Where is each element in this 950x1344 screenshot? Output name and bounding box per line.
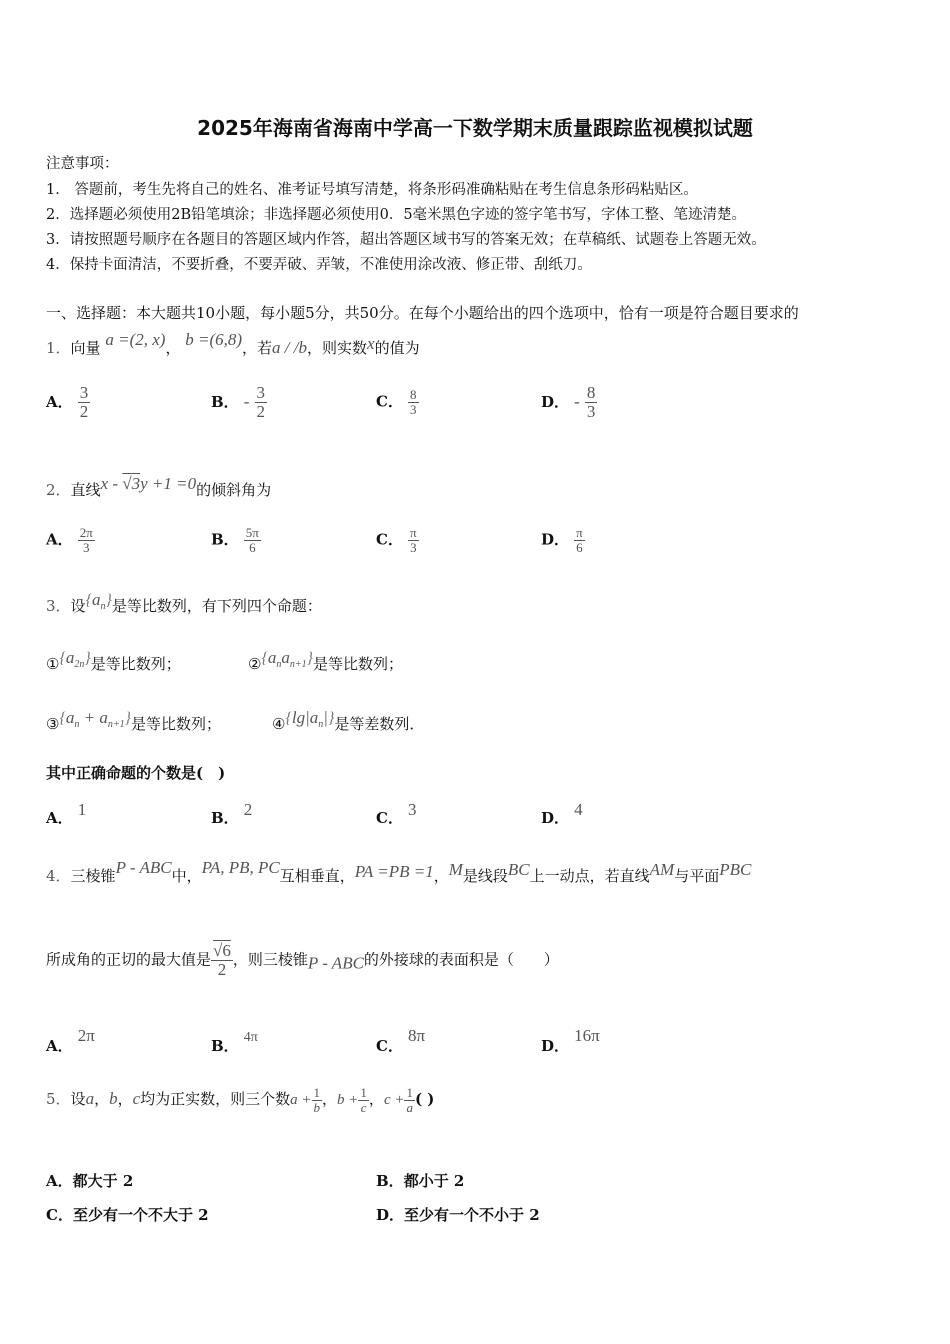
option-label: D． bbox=[541, 530, 570, 549]
math-expr: $\{a_n + a_{n+1}\}$ bbox=[59, 708, 131, 730]
minus-sign: - bbox=[243, 391, 250, 411]
option-b[interactable] bbox=[211, 1026, 258, 1056]
option-label: C． bbox=[46, 1206, 73, 1224]
math-expr: AM bbox=[649, 860, 675, 879]
math-expr: PBC bbox=[719, 860, 752, 879]
option-value: 2 bbox=[243, 800, 253, 819]
option-label: B． bbox=[211, 392, 239, 411]
question-number: 2． bbox=[46, 481, 71, 499]
fraction: $\frac{3}{2}$ bbox=[79, 383, 89, 421]
option-label: C． bbox=[376, 809, 403, 827]
option-c[interactable] bbox=[376, 800, 417, 828]
option-label: C． bbox=[376, 1037, 403, 1055]
notice-item: 4．保持卡面清洁，不要折叠，不要弄破、弄皱，不准使用涂改液、修正带、刮纸刀。 bbox=[46, 257, 592, 273]
option-label: D． bbox=[376, 1206, 405, 1224]
option-label: A． bbox=[46, 809, 73, 827]
notice-heading: 注意事项： bbox=[46, 156, 119, 172]
math-expr: a =(2, x) bbox=[105, 330, 166, 349]
option-d[interactable] bbox=[376, 1204, 540, 1225]
math-expr: PA =PB =1 bbox=[354, 862, 434, 881]
option-a[interactable] bbox=[46, 1026, 95, 1056]
proposition-3 bbox=[46, 708, 221, 734]
question-text: 与平面 bbox=[674, 867, 720, 885]
notice-item: 3．请按照题号顺序在各题目的答题区域内作答，超出答题区域书写的答案无效；在草稿纸、试题卷上答题无效。 bbox=[46, 232, 766, 248]
math-expr: c + bbox=[383, 1092, 405, 1109]
question-text: 上一动点，若直线 bbox=[529, 867, 650, 885]
fraction: $\frac{1}{a}$ bbox=[406, 1085, 413, 1115]
option-d[interactable] bbox=[541, 800, 583, 828]
option-d[interactable] bbox=[541, 1026, 600, 1056]
circled-number: ④ bbox=[272, 715, 286, 733]
option-label: D． bbox=[541, 1037, 570, 1055]
math-expr: $\{a_n\}$ bbox=[85, 590, 112, 612]
answer-paren: ( ) bbox=[414, 1090, 435, 1109]
proposition-text: 是等差数列． bbox=[334, 715, 425, 733]
question-text: 向量 bbox=[70, 339, 101, 357]
proposition-1 bbox=[46, 648, 181, 674]
proposition-text: 是等比数列； bbox=[131, 715, 222, 733]
option-d[interactable] bbox=[541, 526, 585, 554]
math-expr: PA, PB, PC bbox=[201, 858, 280, 877]
option-c[interactable] bbox=[46, 1204, 209, 1225]
math-expr: x bbox=[367, 334, 375, 353]
math-expr: $\{a_na_{n+1}\}$ bbox=[261, 648, 314, 670]
option-a[interactable] bbox=[46, 1170, 133, 1191]
option-value: 4 bbox=[574, 800, 583, 819]
fraction: $\frac{8}{3}$ bbox=[586, 383, 596, 421]
question-text: ， bbox=[165, 339, 181, 357]
fraction: $\frac{\pi}{6}$ bbox=[576, 525, 583, 555]
option-label: A． bbox=[46, 1172, 73, 1190]
fraction: $\frac{√6}{2}$ bbox=[213, 941, 231, 979]
option-label: C． bbox=[376, 392, 403, 411]
minus-sign: - bbox=[574, 391, 580, 411]
question-4 bbox=[46, 858, 751, 886]
math-expr: P - ABC bbox=[115, 858, 172, 877]
option-a[interactable] bbox=[46, 526, 95, 554]
question-text: ， bbox=[433, 867, 449, 885]
option-a[interactable] bbox=[46, 384, 90, 421]
question-text: 的外接球的表面积是（ ） bbox=[363, 950, 559, 969]
math-expr: M bbox=[448, 860, 463, 879]
proposition-text: 是等比数列； bbox=[313, 655, 404, 673]
option-c[interactable] bbox=[376, 1026, 425, 1056]
question-text: ，则实数 bbox=[307, 339, 368, 357]
option-value: 16π bbox=[574, 1026, 600, 1045]
math-expr: BC bbox=[507, 860, 530, 879]
option-value: 2π bbox=[77, 1026, 95, 1045]
question-2 bbox=[46, 474, 271, 500]
section-heading: 一、选择题：本大题共10小题，每小题5分，共50分。在每个小题给出的四个选项中，恰有一项是符合题目要求的 bbox=[46, 304, 799, 322]
question-text: 所成角的正切的最大值是 bbox=[46, 950, 212, 969]
question-text: ，则三棱锥 bbox=[232, 950, 308, 969]
question-number: 5． bbox=[46, 1090, 71, 1109]
circled-number: ② bbox=[248, 655, 262, 673]
question-number: 3． bbox=[46, 597, 71, 615]
fraction: $\frac{2\pi}{3}$ bbox=[79, 525, 93, 555]
option-text: 都大于 2 bbox=[72, 1172, 134, 1190]
math-expr: x - √3y +1 =0 bbox=[100, 474, 197, 493]
option-b[interactable] bbox=[211, 800, 252, 828]
fraction: $\frac{\pi}{3}$ bbox=[410, 525, 417, 555]
option-value: 1 bbox=[77, 800, 87, 819]
math-expr: a / /b bbox=[272, 338, 307, 357]
fraction: $\frac{1}{c}$ bbox=[360, 1085, 367, 1115]
question-text: 的值为 bbox=[374, 339, 420, 357]
proposition-4 bbox=[272, 708, 424, 734]
notice-item: 2．选择题必须使用2B铅笔填涂；非选择题必须使用0．5毫米黑色字迹的签字笔书写，字体工整、笔迹清楚。 bbox=[46, 207, 747, 223]
option-b[interactable] bbox=[211, 384, 267, 421]
option-value: 8π bbox=[408, 1026, 426, 1045]
question-number: 4． bbox=[46, 867, 71, 885]
question-text: 均为正实数，则三个数 bbox=[140, 1090, 291, 1109]
math-expr: b + bbox=[337, 1092, 359, 1109]
option-label: B． bbox=[211, 1037, 239, 1055]
proposition-2 bbox=[248, 648, 403, 674]
option-label: A． bbox=[46, 392, 73, 411]
option-text: 都小于 2 bbox=[403, 1172, 465, 1190]
math-var: b bbox=[109, 1089, 118, 1109]
option-b[interactable] bbox=[211, 526, 261, 554]
math-var: c bbox=[132, 1089, 141, 1109]
separator: ， bbox=[94, 1090, 110, 1109]
math-expr: $\{\lg|a_n|\}$ bbox=[285, 708, 335, 730]
question-text: 三棱锥 bbox=[70, 867, 116, 885]
separator: ， bbox=[117, 1090, 133, 1109]
question-text: 中， bbox=[171, 867, 202, 885]
circled-number: ③ bbox=[46, 715, 60, 733]
math-expr: $\{a_{2n}\}$ bbox=[59, 648, 91, 670]
fraction: $\frac{5\pi}{6}$ bbox=[245, 525, 259, 555]
question-text: 直线 bbox=[70, 481, 101, 499]
question-3 bbox=[46, 590, 322, 616]
option-label: D． bbox=[541, 392, 570, 411]
option-value: 3 bbox=[408, 800, 417, 819]
option-c[interactable] bbox=[376, 388, 419, 416]
option-label: A． bbox=[46, 530, 73, 549]
option-d[interactable] bbox=[541, 384, 597, 421]
option-text: 至少有一个不小于 2 bbox=[404, 1206, 540, 1224]
option-b[interactable] bbox=[376, 1170, 464, 1191]
math-var: a bbox=[85, 1089, 95, 1109]
question-text: ，若 bbox=[242, 339, 273, 357]
math-expr: P - ABC bbox=[307, 953, 364, 973]
proposition-text: 是等比数列； bbox=[90, 655, 181, 673]
notice-item: 1． 答题前，考生先将自己的姓名、准考证号填写清楚，将条形码准确粘贴在考生信息条形码粘贴区。 bbox=[46, 182, 698, 198]
option-c[interactable] bbox=[376, 526, 419, 554]
option-text: 至少有一个不大于 2 bbox=[72, 1206, 209, 1224]
question-number: 1． bbox=[46, 339, 71, 357]
question-5: 5．设a，b，c均为正实数，则三个数a + $\frac{1}{b}$ ，b + $\frac{1}{c}$ ，c + $\frac{1}{a}$ ( ) bbox=[46, 1085, 435, 1115]
question-1 bbox=[46, 330, 420, 358]
question-4-line2 bbox=[46, 942, 559, 979]
page-title: 2025年海南省海南中学高一下数学期末质量跟踪监视模拟试题 bbox=[197, 116, 753, 140]
option-label: B． bbox=[376, 1172, 404, 1190]
question-text: 设 bbox=[70, 1090, 86, 1109]
option-label: D． bbox=[541, 809, 570, 827]
question-text: 是等比数列，有下列四个命题： bbox=[111, 597, 322, 615]
circled-number: ① bbox=[46, 655, 60, 673]
math-expr: b =(6,8) bbox=[185, 330, 243, 349]
question-text: 是线段 bbox=[462, 867, 508, 885]
question-text: 互相垂直， bbox=[279, 867, 355, 885]
option-value: 4π bbox=[243, 1030, 258, 1045]
question-ask: 其中正确命题的个数是( ) bbox=[46, 764, 226, 782]
question-text: 设 bbox=[70, 597, 86, 615]
option-a[interactable] bbox=[46, 800, 86, 828]
fraction: $\frac{8}{3}$ bbox=[410, 387, 417, 417]
fraction: $\frac{3}{2}$ bbox=[256, 383, 266, 421]
option-label: A． bbox=[46, 1037, 73, 1055]
option-label: B． bbox=[211, 809, 239, 827]
fraction: $\frac{1}{b}$ bbox=[313, 1085, 321, 1115]
option-label: C． bbox=[376, 530, 403, 549]
option-label: B． bbox=[211, 530, 239, 549]
math-expr: a + bbox=[290, 1092, 312, 1109]
question-text: 的倾斜角为 bbox=[196, 481, 272, 499]
